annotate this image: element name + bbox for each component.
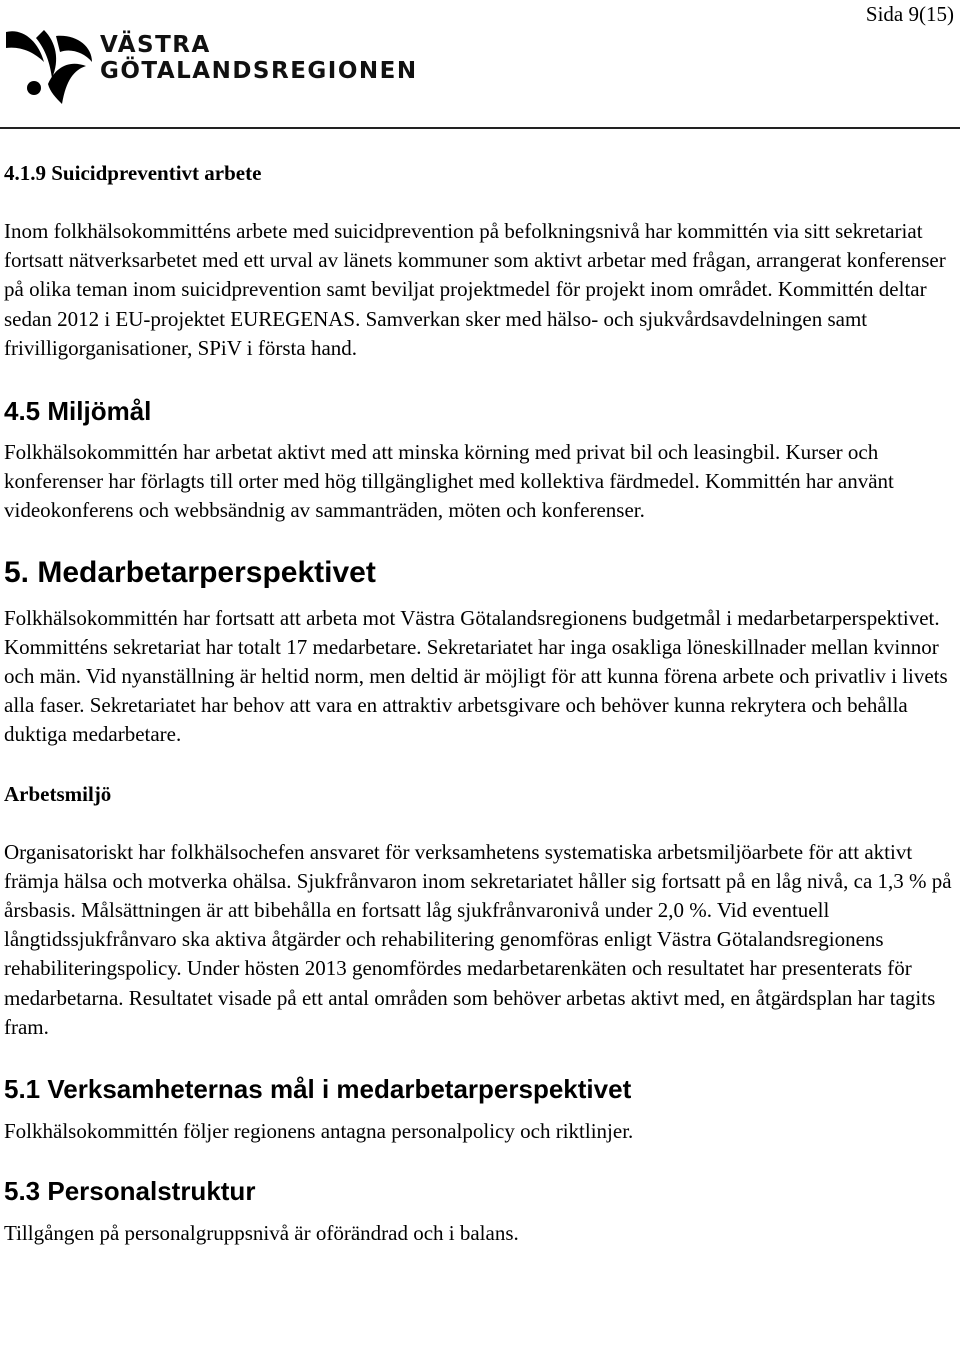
- heading-arbetsmiljo: Arbetsmiljö: [4, 781, 112, 806]
- logo-line-1: VÄSTRA: [100, 32, 211, 58]
- paragraph-arbetsmiljo: Organisatoriskt har folkhälsochefen ansvaret för verksamhetens systematiska arbetsmiljöarbete för att aktivt främja hälsa och motverka ohälsa. Sjukfrånvaron inom sekretariatet håller sig fortsatt på en låg nivå, ca 1,3 % på årsbasis. Målsättningen är att bibehålla en fortsatt låg sjukfrånvaronivå under 2,0 %. Vid eventuell långtidssjukfrånvaro ska aktiva åtgärder och rehabilitering genomföras enligt Västra Götalandsregionens rehabiliteringspolicy. Under hösten 2013 genomfördes medarbetarenkäten och resultatet har presenterats för medarbetarna. Resultatet visade på ett antal områden som behöver arbetas aktivt med, en åtgärdsplan har tagits fram.: [4, 839, 952, 1039]
- logo-text: [100, 32, 418, 84]
- heading-5: 5. Medarbetarperspektivet: [4, 555, 376, 589]
- logo-mark-icon: [4, 26, 96, 106]
- header-divider: [0, 127, 960, 129]
- paragraph-5-3: Tillgången på personalgruppsnivå är oförändrad och i balans.: [4, 1221, 519, 1246]
- heading-4-1-9: 4.1.9 Suicidpreventivt arbete: [4, 161, 262, 185]
- logo-line-2: GÖTALANDSREGIONEN: [100, 58, 418, 84]
- heading-5-1: 5.1 Verksamheternas mål i medarbetarperspektivet: [4, 1074, 632, 1105]
- heading-5-3: 5.3 Personalstruktur: [4, 1176, 256, 1207]
- document-body: [4, 158, 952, 1248]
- paragraph-4-1-9: Inom folkhälsokommitténs arbete med suicidprevention på befolkningsnivå har kommittén via sitt sekretariat fortsatt nätverksarbetet med ett urval av länets kommuner som aktivt arbetar med frågan, arrangerat konferenser på olika teman inom suicidprevention samt beviljat projektmedel för projekt inom området. Kommittén deltar sedan 2012 i EU-projektet EUREGENAS. Samverkan sker med hälso- och sjukvårdsavdelningen samt frivilligorganisationer, SPiV i första hand.: [4, 219, 946, 360]
- vastra-gotalandsregionen-logo: [4, 26, 418, 106]
- page-number: Sida 9(15): [865, 2, 954, 26]
- heading-4-5: 4.5 Miljömål: [4, 396, 152, 427]
- paragraph-4-5: Folkhälsokommittén har arbetat aktivt med att minska körning med privat bil och leasingbil. Kurser och konferenser har förlagts till orter med hög tillgänglighet med kollektiva färdmedel. Kommittén har använt videokonferens och webbsändnig av sammanträden, möten och konferenser.: [4, 440, 894, 523]
- paragraph-5-1: Folkhälsokommittén följer regionens antagna personalpolicy och riktlinjer.: [4, 1119, 634, 1144]
- paragraph-5: Folkhälsokommittén har fortsatt att arbeta mot Västra Götalandsregionens budgetmål i medarbetarperspektivet. Kommitténs sekretariat har totalt 17 medarbetare. Sekretariatet har inga osakliga löneskillnader mellan kvinnor och män. Vid nyanställning är heltid norm, men deltid är möjligt för att kunna förena arbete och privatliv i livets alla faser. Sekretariatet har behov att vara en attraktiv arbetsgivare och behöver kunna rekrytera och behålla duktiga medarbetare.: [4, 605, 948, 747]
